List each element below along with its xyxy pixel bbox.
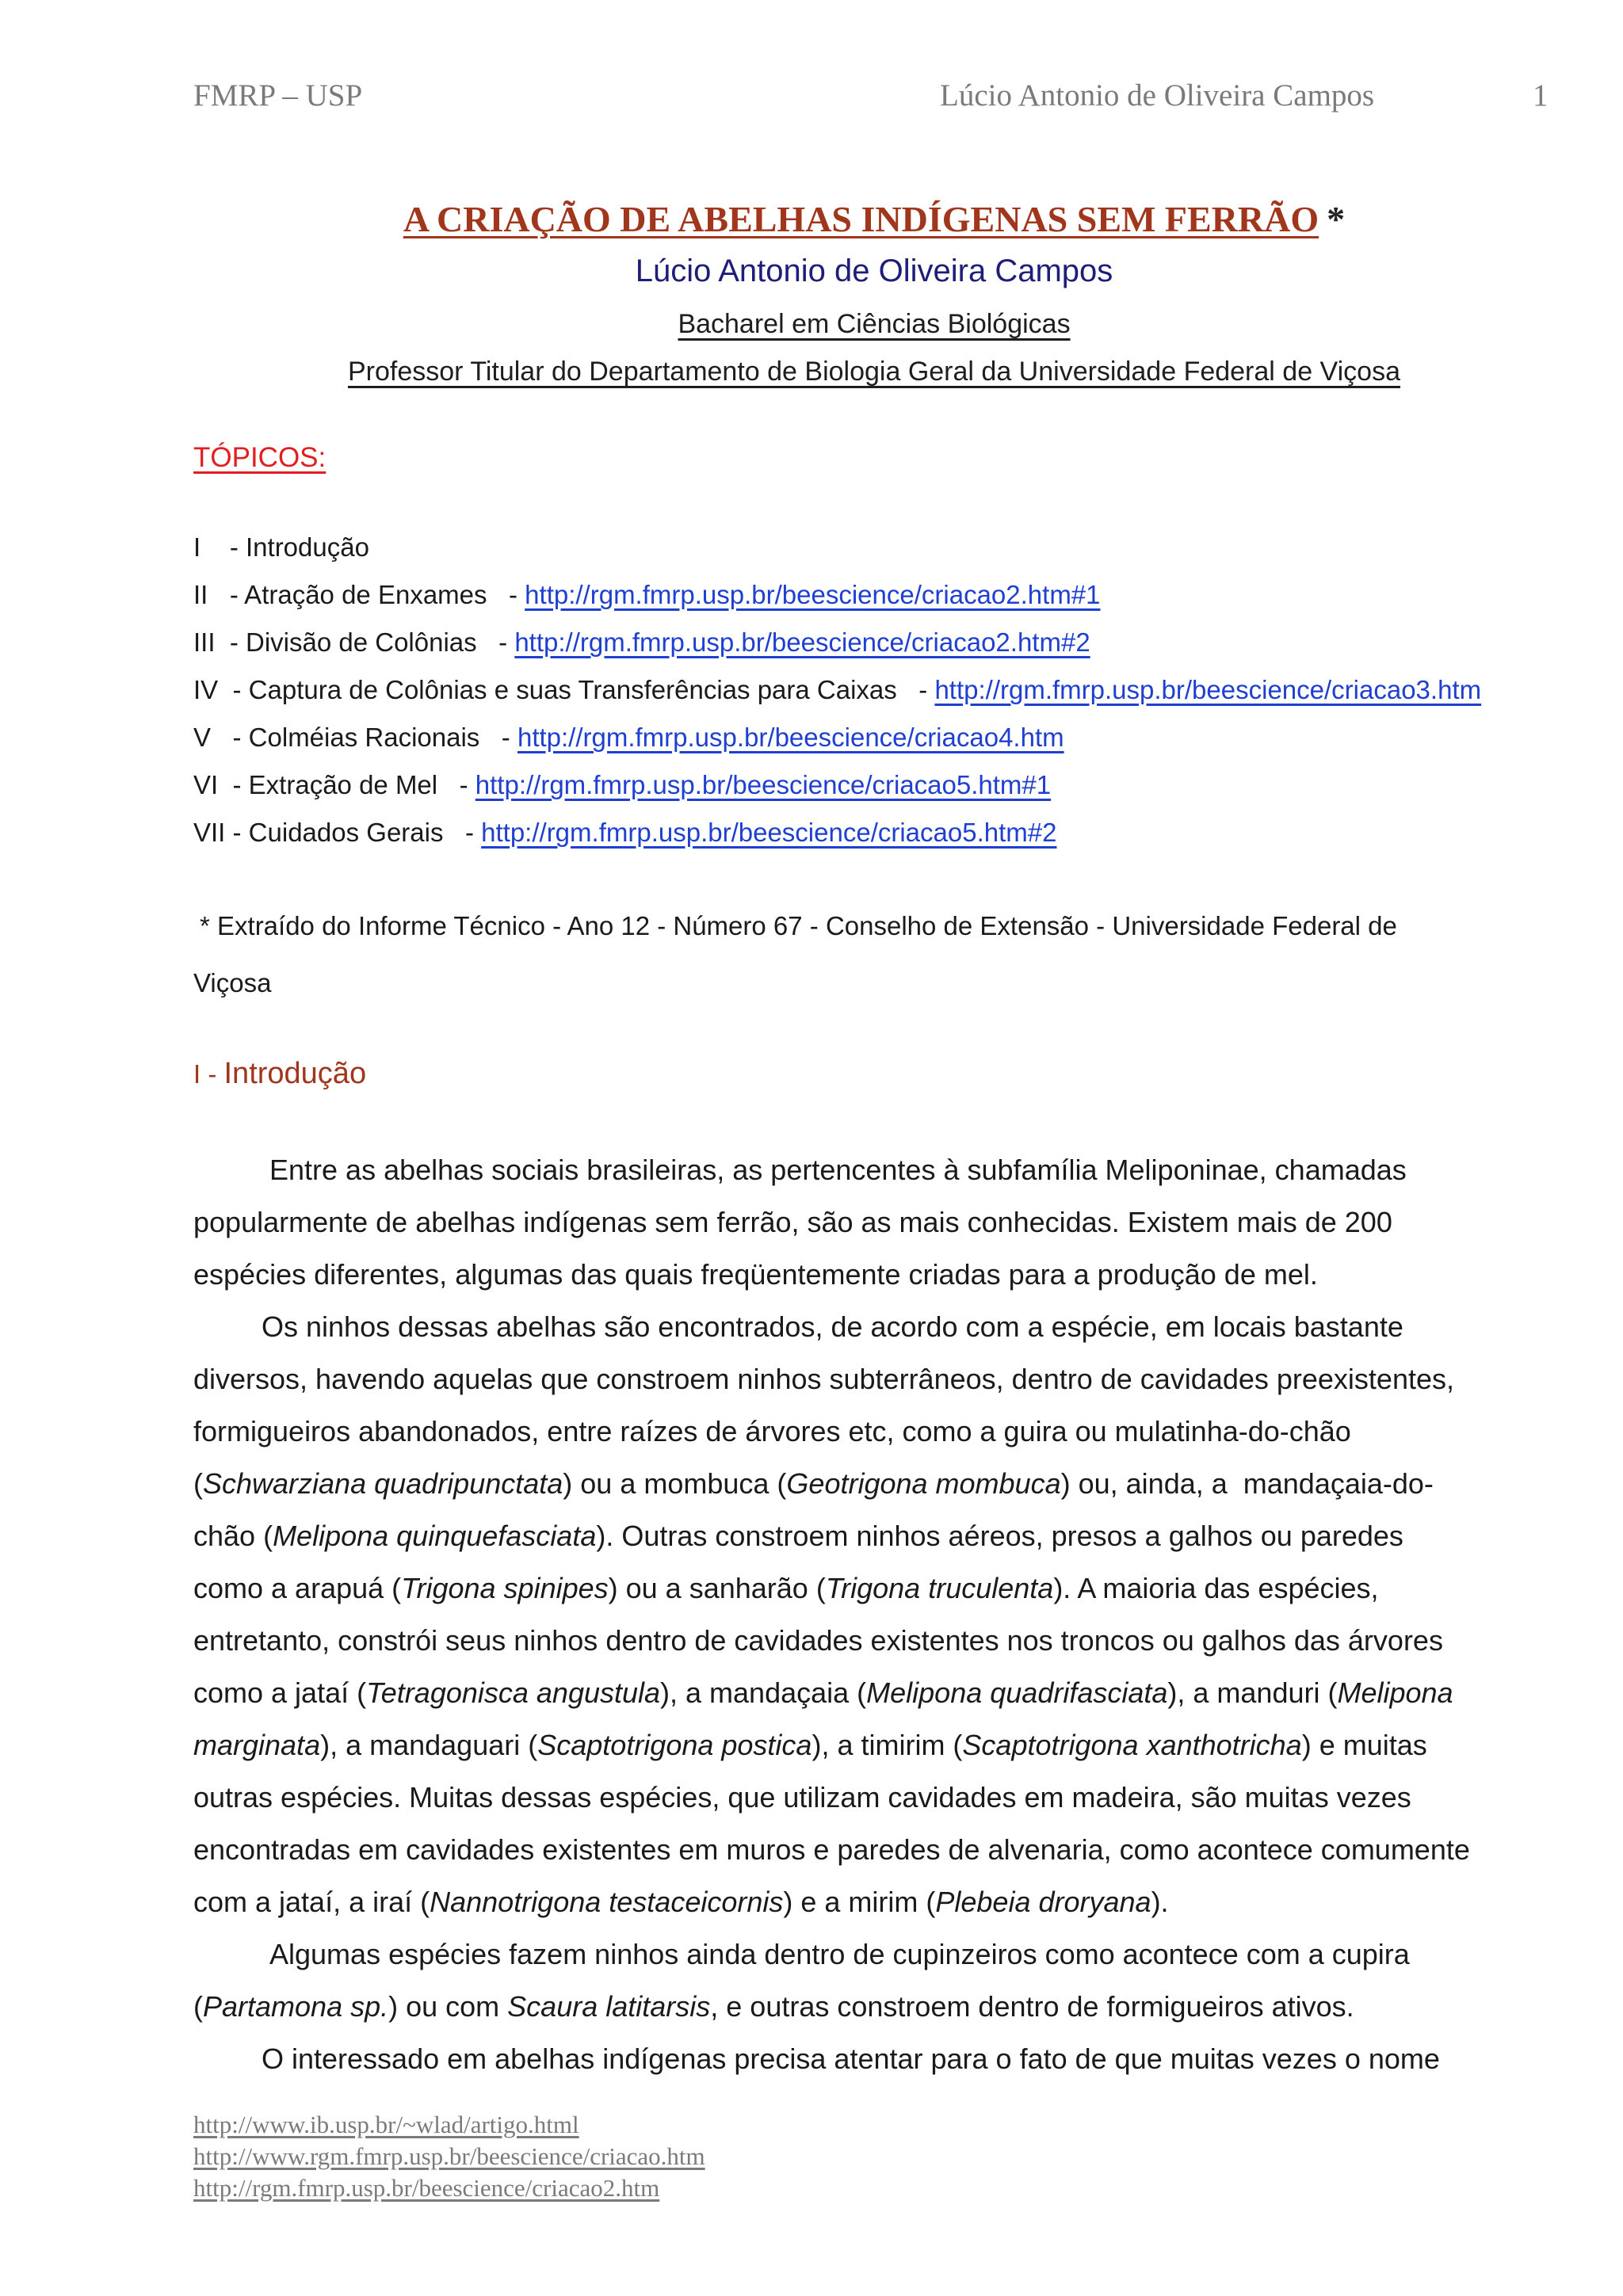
- body-text: (: [193, 1467, 203, 1500]
- footnote-source-line-2: Viçosa: [193, 968, 272, 997]
- body-text: ) e muitas: [1301, 1729, 1427, 1761]
- body-text-line: [193, 1520, 1403, 1553]
- topic-link[interactable]: http://rgm.fmrp.usp.br/beescience/criacao2.htm#2: [514, 627, 1090, 657]
- species-name: Melipona quinquefasciata: [273, 1520, 597, 1552]
- topic-label: V - Colméias Racionais -: [193, 723, 517, 752]
- body-text: encontradas em cavidades existentes em muros e paredes de alvenaria, como acontece comumente: [193, 1833, 1470, 1866]
- author-degree: [0, 309, 1623, 340]
- topic-item-colmeias: [193, 723, 1064, 753]
- author-position-text: Professor Titular do Departamento de Biologia Geral da Universidade Federal de Viçosa: [348, 357, 1400, 387]
- header-page-number: 1: [1533, 78, 1549, 113]
- section-heading-introducao: [193, 1057, 366, 1091]
- topic-link[interactable]: http://rgm.fmrp.usp.br/beescience/criacao3.htm: [934, 675, 1482, 704]
- body-text-line: [262, 1310, 1403, 1344]
- body-text: formigueiros abandonados, entre raízes de árvores etc, como a guira ou mulatinha-do-chão: [193, 1415, 1351, 1447]
- topics-heading: TÓPICOS:: [193, 442, 327, 473]
- body-text: ), a timirim (: [812, 1729, 963, 1761]
- footnote-source-line-1: * Extraído do Informe Técnico - Ano 12 - Número 67 - Conselho de Extensão - Universidade Federal de: [200, 911, 1397, 940]
- topic-link[interactable]: http://rgm.fmrp.usp.br/beescience/criacao4.htm: [517, 723, 1064, 752]
- body-text: ). A maioria das espécies,: [1053, 1572, 1379, 1604]
- topic-item-captura: [193, 675, 1481, 705]
- species-name: Plebeia droryana: [935, 1886, 1151, 1918]
- body-text: Os ninhos dessas abelhas são encontrados, de acordo com a espécie, em locais bastante: [262, 1310, 1403, 1343]
- footer-link[interactable]: http://www.ib.usp.br/~wlad/artigo.html: [193, 2111, 579, 2138]
- author-name: Lúcio Antonio de Oliveira Campos: [635, 254, 1113, 288]
- section-title: Introdução: [223, 1057, 367, 1090]
- body-text-line: [262, 2042, 1440, 2076]
- species-name: Melipona quadrifasciata: [866, 1676, 1168, 1709]
- topic-label: IV - Captura de Colônias e suas Transferências para Caixas -: [193, 675, 935, 704]
- topic-label: VII - Cuidados Gerais -: [193, 818, 482, 847]
- author-position: [0, 357, 1623, 387]
- body-text-line: [193, 1833, 1470, 1867]
- topic-link[interactable]: http://rgm.fmrp.usp.br/beescience/criacao5.htm#2: [481, 818, 1057, 847]
- body-text: (: [193, 1990, 203, 2023]
- body-text: como a jataí (: [193, 1676, 367, 1709]
- species-name: Scaptotrigona postica: [537, 1729, 812, 1761]
- species-name: Geotrigona mombuca: [786, 1467, 1061, 1500]
- body-text: Algumas espécies fazem ninhos ainda dentro de cupinzeiros como acontece com a cupira: [269, 1938, 1410, 1970]
- body-text: entretanto, constrói seus ninhos dentro de cavidades existentes nos troncos ou galhos das árvores: [193, 1624, 1443, 1657]
- header-author: Lúcio Antonio de Oliveira Campos: [940, 78, 1375, 113]
- footer-link[interactable]: http://rgm.fmrp.usp.br/beescience/criacao2.htm: [193, 2174, 660, 2202]
- body-text: ) ou com: [388, 1990, 508, 2023]
- body-text: ), a manduri (: [1167, 1676, 1338, 1709]
- species-name: Trigona spinipes: [401, 1572, 609, 1604]
- species-name: Trigona truculenta: [825, 1572, 1054, 1604]
- document-title: [0, 198, 1623, 240]
- species-name: Nannotrigona testaceicornis: [430, 1886, 784, 1918]
- body-text-line: [193, 1729, 1427, 1762]
- footer-link[interactable]: http://www.rgm.fmrp.usp.br/beescience/criacao.htm: [193, 2142, 705, 2170]
- topic-item-extracao: [193, 770, 1051, 800]
- section-number: I -: [193, 1059, 224, 1089]
- species-name: marginata: [193, 1729, 321, 1761]
- body-text-line: [193, 1624, 1443, 1657]
- topic-label: I - Introdução: [193, 532, 369, 562]
- species-name: Scaptotrigona xanthotricha: [962, 1729, 1302, 1761]
- author-degree-text: Bacharel em Ciências Biológicas: [678, 309, 1071, 339]
- body-text: , e outras constroem dentro de formigueiros ativos.: [710, 1990, 1354, 2023]
- body-text-line: [269, 1938, 1410, 1971]
- body-text: como a arapuá (: [193, 1572, 402, 1604]
- topic-item-divisao: [193, 627, 1090, 658]
- species-name: Melipona: [1337, 1676, 1453, 1709]
- topic-link[interactable]: http://rgm.fmrp.usp.br/beescience/criacao5.htm#1: [475, 770, 1052, 799]
- body-text-line: [193, 1886, 1169, 1919]
- species-name: Scaura latitarsis: [507, 1990, 711, 2023]
- body-text-line: [193, 1676, 1453, 1710]
- body-text-line: [193, 1258, 1318, 1291]
- body-text-line: [193, 1415, 1351, 1448]
- body-text-line: [193, 1781, 1411, 1814]
- body-text-line: [269, 1154, 1407, 1187]
- body-text: Entre as abelhas sociais brasileiras, as pertencentes à subfamília Meliponinae, chamadas: [269, 1154, 1407, 1186]
- body-text: com a jataí, a iraí (: [193, 1886, 430, 1918]
- topic-label: II - Atração de Enxames -: [193, 580, 525, 609]
- header-institution: FMRP – USP: [193, 78, 363, 113]
- species-name: Tetragonisca angustula: [366, 1676, 661, 1709]
- topic-label: VI - Extração de Mel -: [193, 770, 475, 799]
- topic-item-introducao: [193, 532, 369, 563]
- body-text: ) ou, ainda, a mandaçaia-do-: [1060, 1467, 1434, 1500]
- title-text: A CRIAÇÃO DE ABELHAS INDÍGENAS SEM FERRÃO: [403, 199, 1319, 239]
- species-name: Schwarziana quadripunctata: [203, 1467, 563, 1500]
- topic-item-cuidados: [193, 818, 1056, 848]
- body-text: O interessado em abelhas indígenas precisa atentar para o fato de que muitas vezes o nome: [262, 2042, 1440, 2075]
- topic-item-atracao: [193, 580, 1101, 610]
- body-text: ), a mandaguari (: [320, 1729, 538, 1761]
- body-text: ) ou a mombuca (: [563, 1467, 787, 1500]
- body-text: ), a mandaçaia (: [660, 1676, 867, 1709]
- body-text: ). Outras constroem ninhos aéreos, presos a galhos ou paredes: [596, 1520, 1403, 1552]
- body-text: chão (: [193, 1520, 273, 1552]
- body-text-line: [193, 1467, 1434, 1501]
- body-text: ) e a mirim (: [783, 1886, 936, 1918]
- topic-label: III - Divisão de Colônias -: [193, 627, 515, 657]
- title-footnote-marker: *: [1327, 199, 1346, 239]
- topic-link[interactable]: http://rgm.fmrp.usp.br/beescience/criacao2.htm#1: [525, 580, 1101, 609]
- species-name: Partamona sp.: [203, 1990, 389, 2023]
- body-text-line: [193, 1206, 1392, 1239]
- body-text-line: [193, 1363, 1454, 1396]
- body-text: outras espécies. Muitas dessas espécies, que utilizam cavidades em madeira, são muitas vezes: [193, 1781, 1411, 1814]
- body-text: diversos, havendo aquelas que constroem ninhos subterrâneos, dentro de cavidades preexistentes,: [193, 1363, 1454, 1395]
- body-text: ).: [1151, 1886, 1169, 1918]
- body-text: espécies diferentes, algumas das quais freqüentemente criadas para a produção de mel.: [193, 1258, 1318, 1291]
- body-text: popularmente de abelhas indígenas sem ferrão, são as mais conhecidas. Existem mais de 200: [193, 1206, 1392, 1238]
- body-text-line: [193, 1990, 1354, 2023]
- body-text: ) ou a sanharão (: [608, 1572, 826, 1604]
- body-text-line: [193, 1572, 1379, 1605]
